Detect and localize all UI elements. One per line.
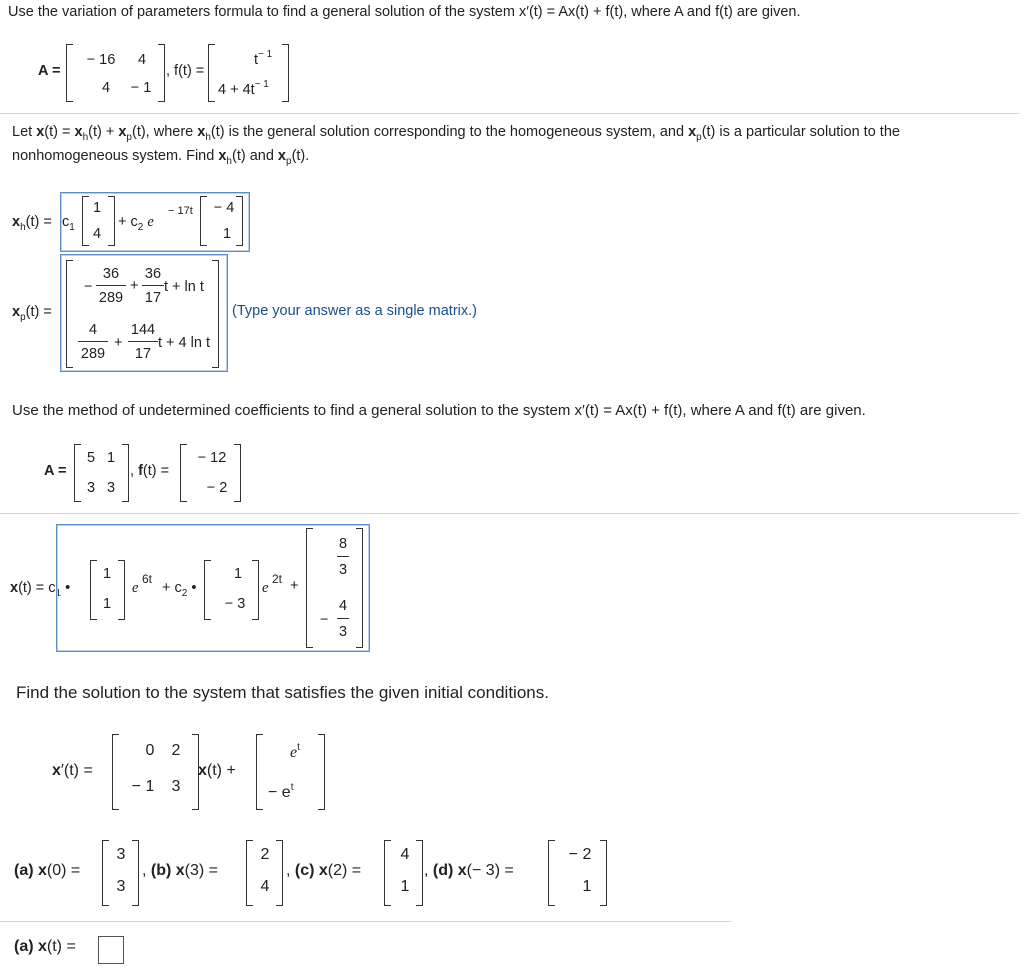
p2-v2-2: − 3 — [224, 596, 246, 612]
xp-r2-frac2-line — [128, 341, 158, 342]
xp-r1-frac2-line — [142, 285, 164, 286]
p1-f-2: $4 + 4t^{- 1}$ — [218, 79, 269, 98]
ic-b-right-bracket — [276, 840, 283, 906]
type-hint: (Type your answer as a single matrix.) — [232, 303, 477, 319]
xh-v1-1: 1 — [92, 200, 102, 216]
p2-A-right-bracket — [122, 444, 129, 502]
xh-v2-right-bracket — [236, 196, 243, 246]
ic-d-right-bracket — [600, 840, 607, 906]
p1-A-22: − 1 — [130, 80, 152, 96]
p1-f-label: , f(t) = — [166, 63, 205, 79]
p2-f-left-bracket — [180, 444, 187, 502]
ic-b-left-bracket — [246, 840, 253, 906]
p1-A-21: 4 — [101, 80, 111, 96]
p1-A-label: A = — [38, 63, 61, 79]
p2-part-d2: 3 — [338, 624, 348, 640]
answer-label: (a) x(t) = — [14, 938, 76, 955]
xh-label: $x_h(t)$ = — [12, 214, 52, 233]
p2-c2: + $c_2$ • — [162, 580, 197, 599]
xh-c2: + $c_2$ e — [118, 214, 154, 233]
p3-f-1: $e^t$ — [290, 742, 300, 761]
ic-a-right-bracket — [132, 840, 139, 906]
problem2-prompt: Use the method of undetermined coefficients to find a general solution to the system x′(t) = Ax(t) + f(t), where A and f(t) are given. — [12, 402, 866, 419]
p2-exp1: 6t — [142, 572, 153, 586]
divider-1 — [0, 113, 1020, 114]
p3-A-11: 0 — [145, 742, 155, 759]
p2-plus: + — [290, 578, 299, 594]
p2-part-d1: 3 — [338, 562, 348, 578]
p2-f-right-bracket — [234, 444, 241, 502]
p1-A-11: − 16 — [86, 52, 116, 68]
xp-left-bracket — [66, 260, 73, 368]
p2-x-label: $x(t) = c_1$ • — [10, 580, 71, 599]
xp-right-bracket — [212, 260, 219, 368]
p2-part-n2: 4 — [338, 598, 348, 614]
ic-b-label: , (b) x(3) = — [142, 862, 219, 879]
p1-A-right-bracket — [158, 44, 165, 102]
xh-c1: $c_1$ — [62, 214, 75, 233]
ic-c-label: , (c) x(2) = — [286, 862, 362, 879]
xp-r2-frac1-line — [78, 341, 108, 342]
p1-A-12: 4 — [137, 52, 147, 68]
ic-c-right-bracket — [416, 840, 423, 906]
ic-d-label: , (d) x(− 3) = — [424, 862, 514, 879]
p3-f-right-bracket — [318, 734, 325, 810]
p2-v1-2: 1 — [102, 596, 112, 612]
p2-answer-box[interactable] — [56, 524, 370, 652]
p3-f-2: − $e^t$ — [268, 782, 294, 801]
xp-r2-n1: 4 — [88, 322, 98, 338]
p1-f-right-bracket — [282, 44, 289, 102]
p2-v2-1: 1 — [233, 566, 243, 582]
xp-r2-plus: + — [114, 335, 123, 351]
p2-A-12: 1 — [106, 450, 116, 466]
p1-A-left-bracket — [66, 44, 73, 102]
xh-v1-left-bracket — [82, 196, 89, 246]
p2-v2-left-bracket — [204, 560, 211, 620]
xp-r2-d1: 289 — [80, 346, 106, 362]
ic-a-label: (a) x(0) = — [14, 862, 81, 879]
answer-input[interactable] — [98, 936, 124, 964]
p3-A-left-bracket — [112, 734, 119, 810]
xp-r1-rest: t + ln t — [164, 279, 204, 295]
p2-part-sign: − — [320, 612, 329, 628]
p2-part-right-bracket — [356, 528, 363, 648]
p3-A-12: 2 — [171, 742, 181, 759]
p2-part-line1 — [337, 556, 349, 557]
ic-d-1: − 2 — [568, 846, 592, 863]
p2-A-21: 3 — [86, 480, 96, 496]
xp-r2-rest: t + 4 ln t — [158, 335, 210, 351]
ic-d-2: 1 — [582, 878, 592, 895]
p2-f-2: − 2 — [206, 480, 228, 496]
p2-part-line2 — [337, 618, 349, 619]
p1-f-1: $t^{- 1}$ — [254, 49, 273, 68]
p2-v1-right-bracket — [118, 560, 125, 620]
ic-a-2: 3 — [116, 878, 126, 895]
p2-e1: e — [132, 580, 139, 596]
ic-d-left-bracket — [548, 840, 555, 906]
xp-r1-n2: 36 — [144, 266, 162, 282]
p3-mid: x(t) + — [198, 762, 236, 779]
ic-c-1: 4 — [400, 846, 410, 863]
xp-r1-d1: 289 — [98, 290, 124, 306]
xp-r1-frac1-line — [96, 285, 126, 286]
problem1-prompt: Use the variation of parameters formula to find a general solution of the system x′(t) = Ax(t) + f(t), where A and f(t) are given. — [8, 4, 801, 20]
p1-let-text-2: nonhomogeneous system. Find $x_h(t)$ and $x_p(t)$. — [12, 148, 310, 167]
p2-exp2: 2t — [272, 572, 283, 586]
p2-f-label: , f(t) = — [130, 463, 170, 479]
p2-f-1: − 12 — [197, 450, 227, 466]
xp-r1-plus: + — [130, 278, 139, 294]
ic-c-2: 1 — [400, 878, 410, 895]
p1-let-text: Let $x(t) = x_h(t) + x_p(t)$, where $x_h(t)$ is the general solution corresponding to the homogeneous system, and $x_p(t)$ is a particular solution to the — [12, 124, 900, 143]
xp-r1-sign: − — [84, 279, 93, 295]
divider-2 — [0, 513, 1020, 514]
ic-b-2: 4 — [260, 878, 270, 895]
xp-r2-d2: 17 — [134, 346, 152, 362]
xp-label: $x_p(t)$ = — [12, 304, 52, 323]
p2-A-left-bracket — [74, 444, 81, 502]
p3-A-21: − 1 — [131, 778, 155, 795]
problem3-prompt: Find the solution to the system that satisfies the given initial conditions. — [16, 683, 549, 702]
p2-v2-right-bracket — [252, 560, 259, 620]
p2-v1-1: 1 — [102, 566, 112, 582]
ic-c-left-bracket — [384, 840, 391, 906]
xh-v1-right-bracket — [108, 196, 115, 246]
divider-3 — [0, 921, 732, 922]
p3-f-left-bracket — [256, 734, 263, 810]
p2-A-22: 3 — [106, 480, 116, 496]
p2-e2: e — [262, 580, 269, 596]
p3-A-22: 3 — [171, 778, 181, 795]
ic-a-1: 3 — [116, 846, 126, 863]
xp-r1-n1: 36 — [102, 266, 120, 282]
xp-r1-d2: 17 — [144, 290, 162, 306]
xh-v2-2: 1 — [222, 226, 232, 242]
p2-part-n1: 8 — [338, 536, 348, 552]
xh-v2-1: − 4 — [213, 200, 235, 216]
xh-v2-left-bracket — [200, 196, 207, 246]
p2-v1-left-bracket — [90, 560, 97, 620]
p2-A-label: A = — [44, 463, 67, 479]
p3-lhs: x′(t) = — [52, 762, 93, 779]
ic-a-left-bracket — [102, 840, 109, 906]
p1-f-left-bracket — [208, 44, 215, 102]
ic-b-1: 2 — [260, 846, 270, 863]
xh-v1-2: 4 — [92, 226, 102, 242]
p2-A-11: 5 — [86, 450, 96, 466]
xh-exp: − 17t — [168, 205, 193, 217]
xp-r2-n2: 144 — [130, 322, 156, 338]
p2-part-left-bracket — [306, 528, 313, 648]
